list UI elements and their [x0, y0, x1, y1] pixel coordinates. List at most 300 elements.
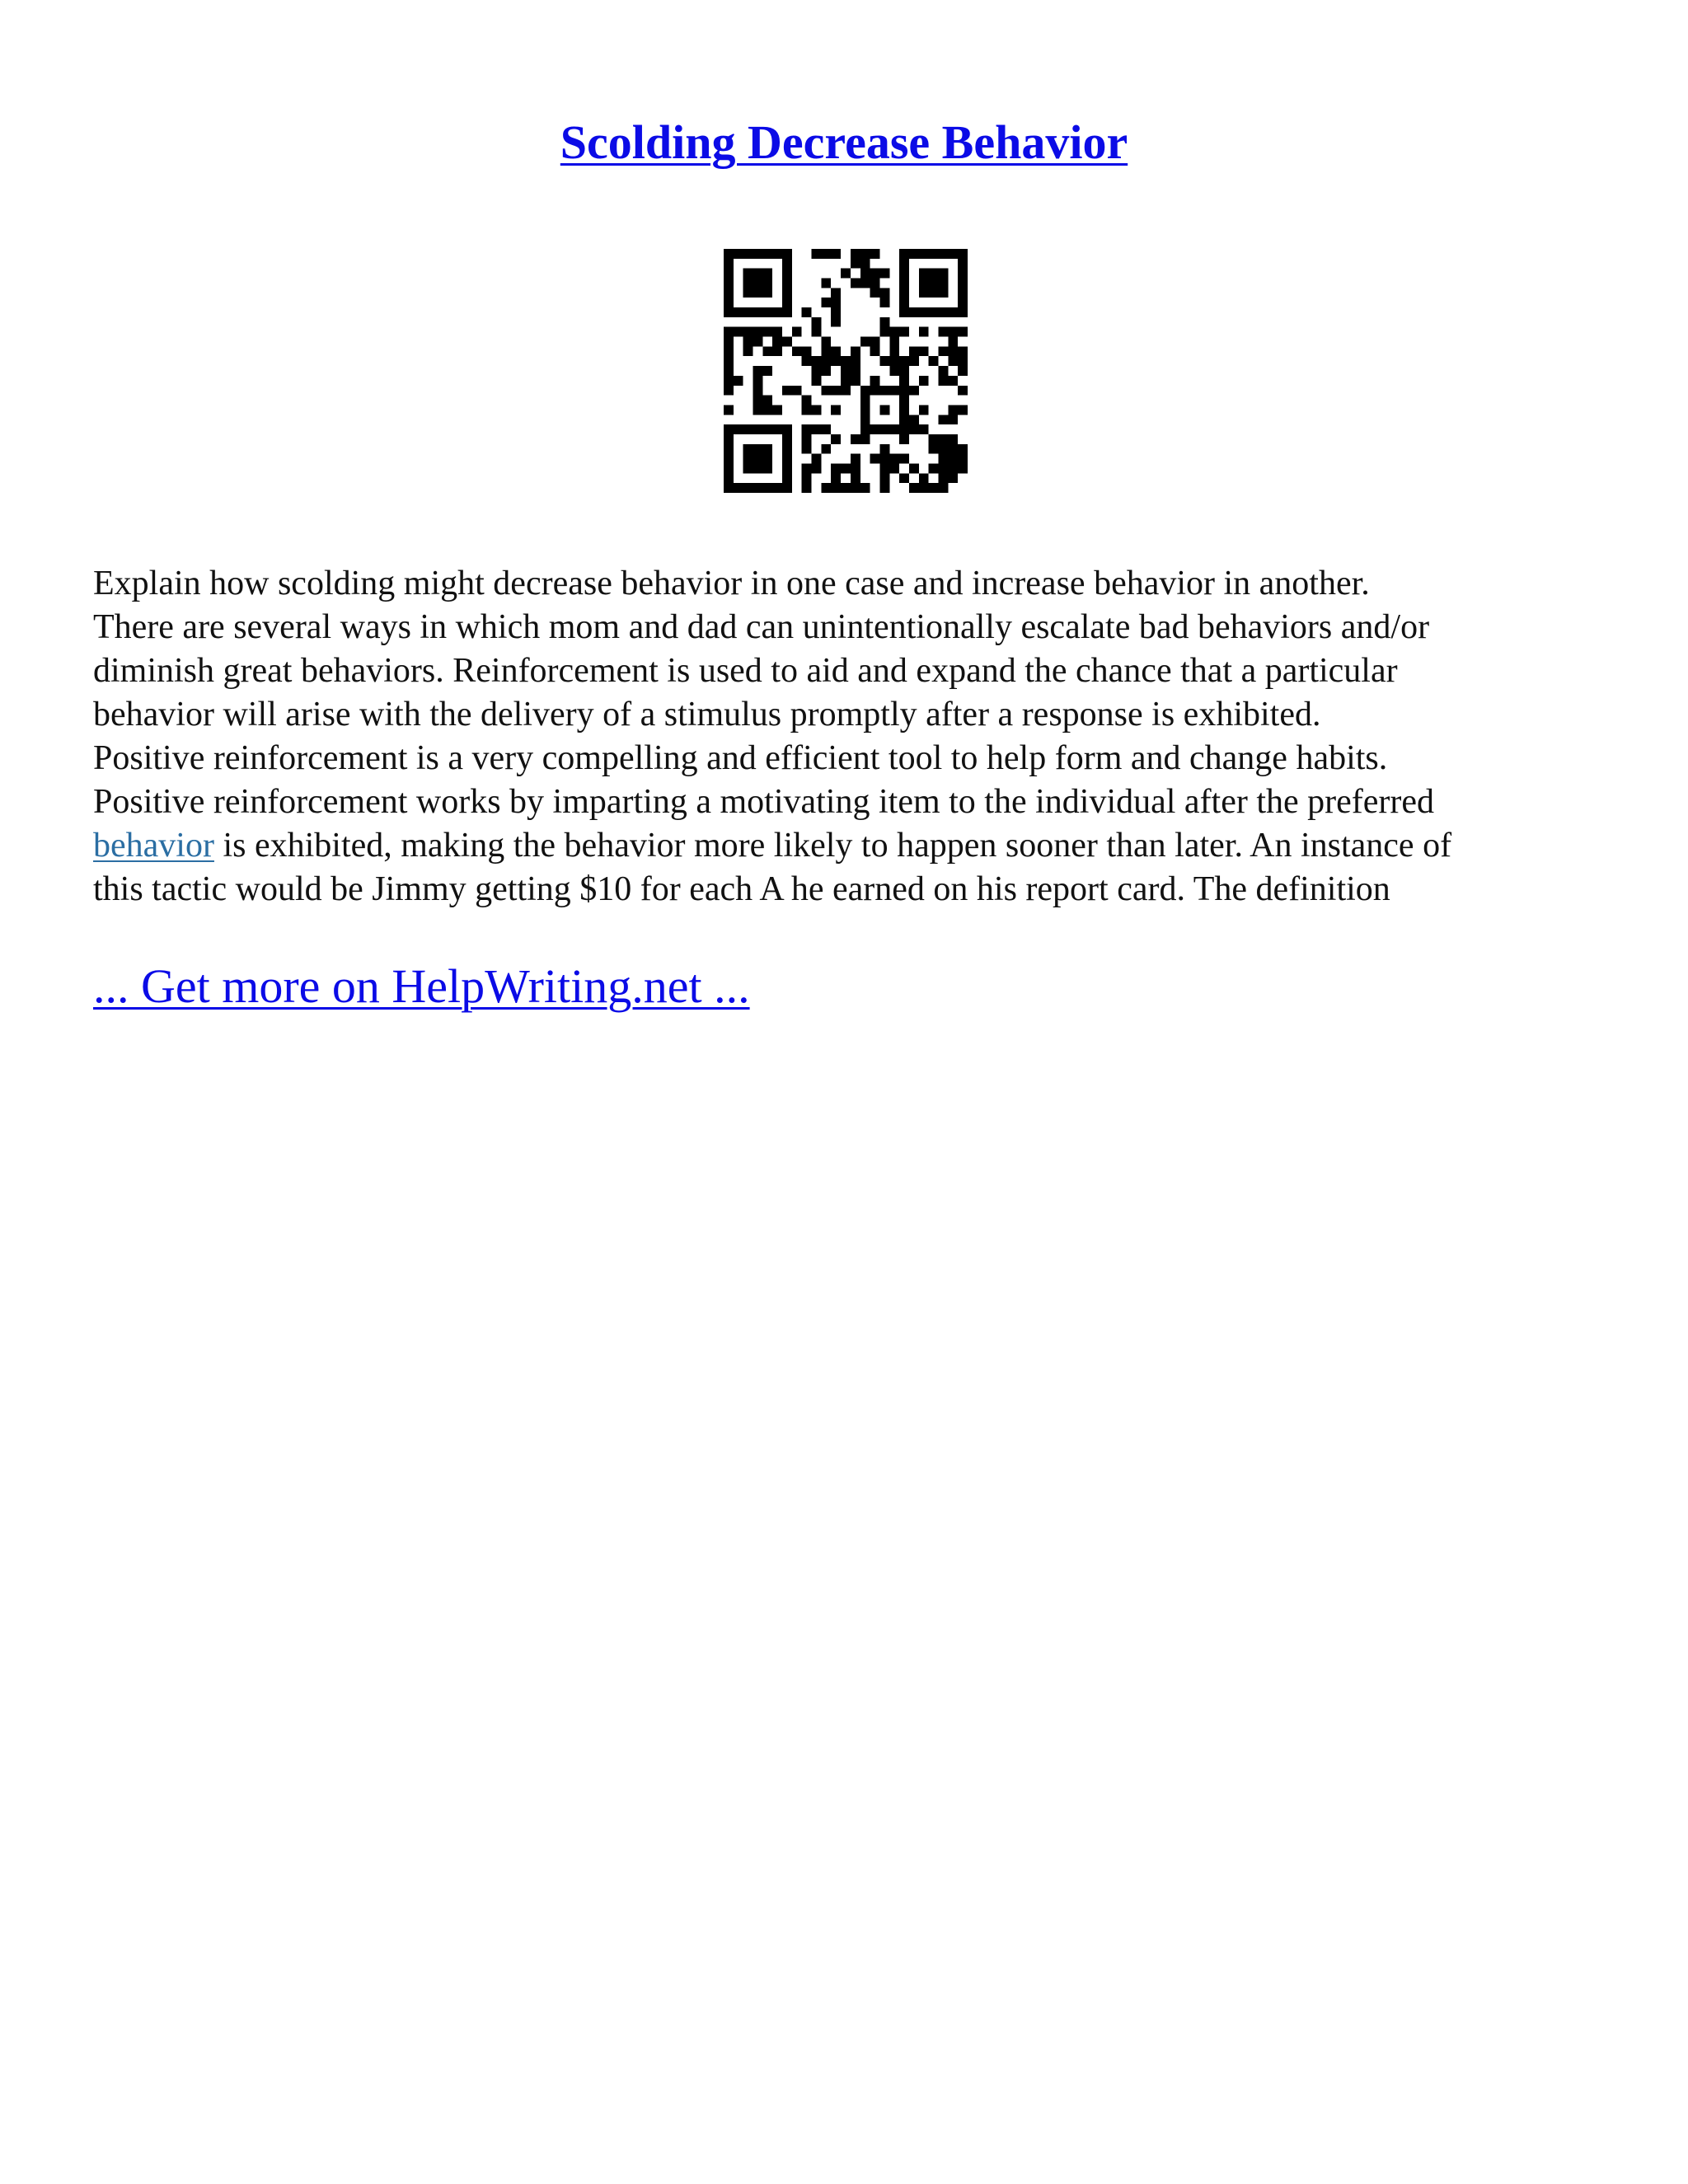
body-line: There are several ways in which mom and dad can unintentionally escalate bad behaviors and/or	[93, 608, 1430, 646]
qr-module	[958, 454, 968, 464]
body-line-rest: is exhibited, making the behavior more likely to happen sooner than later. An instance of	[213, 827, 1452, 865]
qr-module	[802, 405, 812, 415]
qr-module	[782, 249, 792, 259]
qr-module	[919, 483, 929, 493]
qr-module	[753, 463, 763, 473]
qr-module	[870, 249, 880, 259]
qr-module	[938, 434, 948, 444]
qr-module	[743, 279, 753, 288]
qr-module	[889, 386, 899, 396]
qr-module	[929, 249, 939, 259]
qr-module	[831, 434, 841, 444]
qr-module	[948, 454, 958, 464]
qr-module	[782, 307, 792, 317]
qr-module	[958, 463, 968, 473]
qr-module	[762, 288, 772, 298]
qr-module	[879, 356, 889, 366]
body-line	[93, 824, 1601, 868]
qr-module	[782, 337, 792, 347]
qr-module	[821, 444, 831, 454]
qr-module	[938, 288, 948, 298]
qr-module	[860, 279, 870, 288]
qr-module	[870, 346, 880, 356]
qr-module	[724, 346, 734, 356]
qr-module	[889, 327, 899, 337]
qr-module	[938, 376, 948, 386]
qr-module	[909, 386, 919, 396]
qr-module	[724, 376, 734, 386]
title-link[interactable]: Scolding Decrease Behavior	[560, 115, 1128, 169]
qr-module	[870, 288, 880, 298]
qr-module	[929, 288, 939, 298]
qr-module	[929, 356, 939, 366]
qr-module	[762, 444, 772, 454]
qr-module	[919, 307, 929, 317]
qr-module	[860, 249, 870, 259]
qr-module	[860, 259, 870, 269]
body-line: this tactic would be Jimmy getting $10 for each A he earned on his report card. The definition	[93, 870, 1390, 908]
qr-module	[831, 473, 841, 483]
qr-module	[938, 249, 948, 259]
qr-module	[821, 279, 831, 288]
qr-module	[734, 327, 743, 337]
qr-module	[879, 483, 889, 493]
qr-module	[919, 473, 929, 483]
qr-module	[762, 249, 772, 259]
qr-module	[948, 356, 958, 366]
qr-module	[802, 307, 812, 317]
qr-module	[889, 454, 899, 464]
qr-module	[724, 454, 734, 464]
qr-module	[762, 405, 772, 415]
qr-module	[753, 249, 763, 259]
qr-module	[870, 376, 880, 386]
qr-module	[802, 346, 812, 356]
qr-module	[909, 424, 919, 434]
qr-module	[782, 288, 792, 298]
qr-module	[889, 337, 899, 347]
qr-module	[851, 259, 860, 269]
qr-module	[743, 307, 753, 317]
qr-module	[753, 279, 763, 288]
qr-module	[929, 269, 939, 279]
qr-module	[802, 356, 812, 366]
qr-module	[802, 463, 812, 473]
qr-module	[870, 424, 880, 434]
qr-module	[948, 249, 958, 259]
qr-module	[938, 327, 948, 337]
qr-module	[889, 463, 899, 473]
qr-module	[851, 346, 860, 356]
qr-module	[899, 434, 909, 444]
qr-module	[724, 366, 734, 376]
qr-module	[851, 473, 860, 483]
qr-module	[879, 424, 889, 434]
qr-module	[762, 327, 772, 337]
qr-module	[821, 337, 831, 347]
qr-module	[841, 269, 851, 279]
body-paragraph	[93, 562, 1601, 912]
qr-module	[812, 366, 822, 376]
qr-module	[919, 288, 929, 298]
qr-module	[821, 298, 831, 307]
qr-module	[724, 424, 734, 434]
qr-module	[734, 424, 743, 434]
qr-module	[792, 327, 802, 337]
body-line: Positive reinforcement works by imparting a motivating item to the individual after the preferred	[93, 783, 1435, 821]
qr-module	[870, 386, 880, 396]
qr-module	[724, 405, 734, 415]
get-more-link-container	[93, 958, 750, 1015]
qr-module	[772, 405, 782, 415]
qr-module	[762, 424, 772, 434]
body-line: Explain how scolding might decrease behavior in one case and increase behavior in another.	[93, 565, 1370, 602]
qr-module	[899, 473, 909, 483]
behavior-link[interactable]: behavior	[93, 827, 214, 865]
qr-module	[762, 463, 772, 473]
qr-module	[958, 279, 968, 288]
qr-module	[782, 483, 792, 493]
qr-module	[734, 249, 743, 259]
qr-module	[860, 396, 870, 405]
qr-module	[734, 376, 743, 386]
qr-module	[812, 454, 822, 464]
qr-module	[792, 346, 802, 356]
qr-module	[772, 337, 782, 347]
qr-module	[899, 298, 909, 307]
qr-module	[724, 259, 734, 269]
qr-module	[812, 317, 822, 327]
qr-module	[743, 424, 753, 434]
qr-module	[782, 454, 792, 464]
qr-module	[889, 366, 899, 376]
qr-module	[958, 356, 968, 366]
qr-module	[879, 473, 889, 483]
qr-module	[753, 269, 763, 279]
qr-module	[782, 434, 792, 444]
qr-module	[948, 434, 958, 444]
qr-module	[802, 473, 812, 483]
qr-module	[753, 366, 763, 376]
qr-module	[812, 405, 822, 415]
qr-module	[821, 249, 831, 259]
qr-module	[860, 337, 870, 347]
qr-module	[782, 444, 792, 454]
qr-module	[724, 307, 734, 317]
qr-module	[899, 376, 909, 386]
qr-module	[879, 454, 889, 464]
qr-module	[753, 396, 763, 405]
qr-module	[753, 483, 763, 493]
qr-module	[772, 346, 782, 356]
qr-module	[724, 249, 734, 259]
qr-module	[841, 463, 851, 473]
qr-module	[831, 386, 841, 396]
qr-module	[762, 454, 772, 464]
body-line: behavior will arise with the delivery of a stimulus promptly after a response is exhibited.	[93, 696, 1321, 733]
qr-module	[772, 249, 782, 259]
qr-module	[909, 463, 919, 473]
qr-module	[909, 356, 919, 366]
qr-module	[743, 249, 753, 259]
qr-module	[753, 376, 763, 386]
qr-module	[782, 386, 792, 396]
qr-module	[724, 356, 734, 366]
qr-module	[802, 396, 812, 405]
qr-module	[724, 386, 734, 396]
qr-module	[958, 307, 968, 317]
qr-module	[929, 483, 939, 493]
qr-module	[899, 356, 909, 366]
qr-module	[929, 463, 939, 473]
qr-module	[753, 327, 763, 337]
qr-module	[841, 356, 851, 366]
qr-module	[948, 337, 958, 347]
qr-module	[948, 415, 958, 424]
qr-module	[743, 444, 753, 454]
qr-module	[772, 424, 782, 434]
qr-module	[879, 327, 889, 337]
qr-module	[734, 483, 743, 493]
qr-module	[909, 415, 919, 424]
qr-module	[762, 396, 772, 405]
qr-module	[743, 269, 753, 279]
qr-module	[743, 337, 753, 347]
qr-module	[782, 424, 792, 434]
qr-module	[724, 483, 734, 493]
qr-module	[851, 249, 860, 259]
qr-module	[938, 473, 948, 483]
qr-module	[919, 424, 929, 434]
qr-module	[938, 307, 948, 317]
qr-module	[958, 249, 968, 259]
qr-module	[831, 317, 841, 327]
qr-module	[919, 279, 929, 288]
qr-module	[899, 279, 909, 288]
qr-module	[812, 327, 822, 337]
qr-module	[899, 307, 909, 317]
body-line: diminish great behaviors. Reinforcement is used to aid and expand the chance that a particular	[93, 652, 1398, 690]
qr-module	[958, 346, 968, 356]
qr-module	[938, 346, 948, 356]
qr-module	[851, 366, 860, 376]
qr-module	[743, 327, 753, 337]
qr-module	[782, 269, 792, 279]
qr-module	[860, 269, 870, 279]
qr-module	[851, 483, 860, 493]
qr-module	[802, 483, 812, 493]
qr-module	[879, 386, 889, 396]
qr-module	[812, 463, 822, 473]
qr-module	[899, 424, 909, 434]
qr-module	[879, 463, 889, 473]
qr-module	[899, 259, 909, 269]
qr-module	[938, 483, 948, 493]
qr-module	[860, 415, 870, 424]
qr-module	[958, 269, 968, 279]
qr-module	[831, 249, 841, 259]
qr-module	[870, 337, 880, 347]
qr-module	[879, 317, 889, 327]
qr-module	[762, 269, 772, 279]
qr-module	[851, 454, 860, 464]
qr-module	[753, 454, 763, 464]
qr-module	[851, 376, 860, 386]
qr-module	[831, 356, 841, 366]
qr-module	[860, 405, 870, 415]
qr-module	[724, 337, 734, 347]
qr-module	[812, 249, 822, 259]
qr-module	[831, 298, 841, 307]
qr-module	[948, 444, 958, 454]
qr-module	[831, 463, 841, 473]
qr-module	[821, 346, 831, 356]
qr-module	[938, 279, 948, 288]
qr-module	[772, 327, 782, 337]
qr-module	[782, 298, 792, 307]
qr-module	[812, 424, 822, 434]
qr-module	[762, 279, 772, 288]
qr-module	[938, 415, 948, 424]
qr-module	[851, 434, 860, 444]
qr-module	[772, 483, 782, 493]
body-line: Positive reinforcement is a very compelling and efficient tool to help form and change habits.	[93, 739, 1388, 777]
qr-module	[841, 376, 851, 386]
qr-module	[929, 279, 939, 288]
qr-module	[724, 434, 734, 444]
qr-module	[938, 454, 948, 464]
qr-module	[958, 405, 968, 415]
qr-module	[831, 405, 841, 415]
qr-module	[870, 269, 880, 279]
qr-module	[743, 463, 753, 473]
qr-module	[831, 307, 841, 317]
qr-module	[899, 288, 909, 298]
qr-module	[724, 288, 734, 298]
qr-module	[929, 434, 939, 444]
qr-module	[899, 415, 909, 424]
qr-module	[929, 444, 939, 454]
qr-module	[743, 483, 753, 493]
qr-module	[948, 463, 958, 473]
qr-module	[743, 454, 753, 464]
qr-module	[860, 424, 870, 434]
qr-module	[938, 444, 948, 454]
qr-module	[753, 405, 763, 415]
qr-module	[879, 298, 889, 307]
qr-module	[724, 279, 734, 288]
qr-module	[919, 327, 929, 337]
get-more-link[interactable]: ... Get more on HelpWriting.net ...	[93, 959, 750, 1013]
qr-module	[802, 424, 812, 434]
qr-module	[958, 386, 968, 396]
qr-module	[772, 307, 782, 317]
qr-module	[938, 463, 948, 473]
qr-module	[948, 473, 958, 483]
qr-module	[899, 269, 909, 279]
qr-module	[899, 249, 909, 259]
qr-module	[753, 337, 763, 347]
qr-module	[782, 279, 792, 288]
qr-module	[860, 386, 870, 396]
qr-module	[753, 307, 763, 317]
qr-module	[958, 327, 968, 337]
qr-module	[782, 463, 792, 473]
qr-module	[724, 463, 734, 473]
qr-module	[724, 444, 734, 454]
qr-module	[909, 307, 919, 317]
qr-module	[724, 327, 734, 337]
qr-module	[762, 307, 772, 317]
qr-module	[948, 307, 958, 317]
qr-module	[889, 424, 899, 434]
qr-module	[919, 405, 929, 415]
qr-module	[899, 454, 909, 464]
qr-module	[734, 307, 743, 317]
qr-module	[879, 288, 889, 298]
qr-module	[724, 269, 734, 279]
qr-module	[743, 346, 753, 356]
qr-module	[958, 288, 968, 298]
qr-module	[841, 483, 851, 493]
qr-module	[899, 396, 909, 405]
qr-module	[889, 346, 899, 356]
qr-module	[879, 444, 889, 454]
qr-module	[958, 259, 968, 269]
qr-module	[889, 356, 899, 366]
qr-module	[958, 298, 968, 307]
qr-module	[851, 279, 860, 288]
qr-module	[802, 434, 812, 444]
qr-module	[899, 327, 909, 337]
qr-module	[938, 269, 948, 279]
qr-module	[938, 366, 948, 376]
qr-module	[782, 473, 792, 483]
qr-module	[753, 424, 763, 434]
qr-module	[948, 376, 958, 386]
qr-module	[860, 483, 870, 493]
qr-module	[821, 356, 831, 366]
qr-module	[762, 346, 772, 356]
qr-module	[909, 483, 919, 493]
qr-module	[899, 405, 909, 415]
qr-module	[879, 269, 889, 279]
qr-code-icon	[724, 249, 968, 493]
qr-module	[919, 346, 929, 356]
qr-module	[753, 444, 763, 454]
qr-module	[919, 376, 929, 386]
qr-module	[762, 483, 772, 493]
qr-module	[948, 327, 958, 337]
qr-module	[831, 483, 841, 493]
qr-module	[782, 259, 792, 269]
qr-module	[802, 444, 812, 454]
qr-module	[929, 307, 939, 317]
qr-module	[841, 386, 851, 396]
qr-module	[762, 366, 772, 376]
qr-module	[831, 288, 841, 298]
qr-module	[724, 298, 734, 307]
qr-module	[879, 405, 889, 415]
qr-module	[860, 434, 870, 444]
qr-module	[792, 386, 802, 396]
qr-module	[948, 405, 958, 415]
qr-module	[821, 386, 831, 396]
qr-module	[831, 346, 841, 356]
qr-module	[812, 356, 822, 366]
qr-module	[870, 454, 880, 464]
qr-module	[958, 366, 968, 376]
